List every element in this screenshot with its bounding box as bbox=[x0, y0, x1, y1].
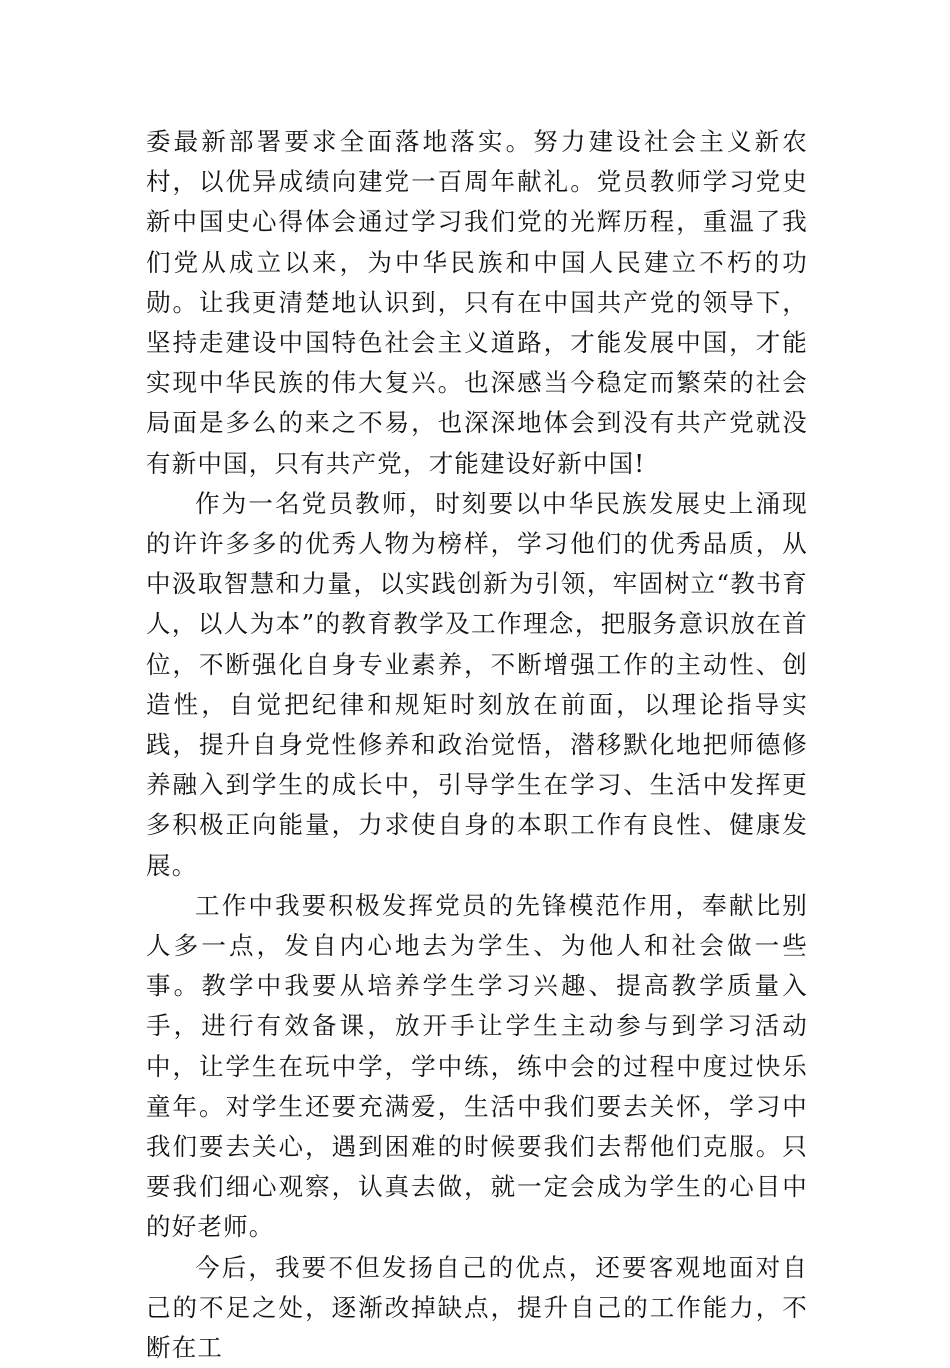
paragraph-work-and-teaching: 工作中我要积极发挥党员的先锋模范作用，奉献比别人多一点，发自内心地去为学生、为他人和社会做一些事。教学中我要从培养学生学习兴趣、提高教学质量入手，进行有效备课，放开手让学生主动参与到学习活动中，让学生在玩中学，学中练，练中会的过程中度过快乐童年。对学生还要充满爱，生活中我们要去关怀，学习中我们要去关心，遇到困难的时候要我们去帮他们克服。只要我们细心观察，认真去做，就一定会成为学生的心目中的好老师。 bbox=[146, 890, 808, 1242]
paragraph-party-teacher-role: 作为一名党员教师，时刻要以中华民族发展史上涌现的许许多多的优秀人物为榜样，学习他们的优秀品质，从中汲取智慧和力量，以实践创新为引领，牢固树立“教书育人，以人为本”的教育教学及工作理念，把服务意识放在首位，不断强化自身专业素养，不断增强工作的主动性、创造性，自觉把纪律和规矩时刻放在前面，以理论指导实践，提升自身党性修养和政治觉悟，潜移默化地把师德修养融入到学生的成长中，引导学生在学习、生活中发挥更多积极正向能量，力求使自身的本职工作有良性、健康发展。 bbox=[146, 488, 808, 880]
paragraph-continued: 委最新部署要求全面落地落实。努力建设社会主义新农村，以优异成绩向建党一百周年献礼。党员教师学习党史新中国史心得体会通过学习我们党的光辉历程，重温了我们党从成立以来，为中华民族和中国人民建立不朽的功勋。让我更清楚地认识到，只有在中国共产党的领导下，坚持走建设中国特色社会主义道路，才能发展中国，才能实现中华民族的伟大复兴。也深感当今稳定而繁荣的社会局面是多么的来之不易，也深深地体会到没有共产党就没有新中国，只有共产党，才能建设好新中国! bbox=[146, 127, 808, 478]
paragraph-future-plans: 今后，我要不但发扬自己的优点，还要客观地面对自己的不足之处，逐渐改掉缺点，提升自己的工作能力，不断在工 bbox=[146, 1252, 808, 1363]
document-body bbox=[146, 122, 808, 1368]
